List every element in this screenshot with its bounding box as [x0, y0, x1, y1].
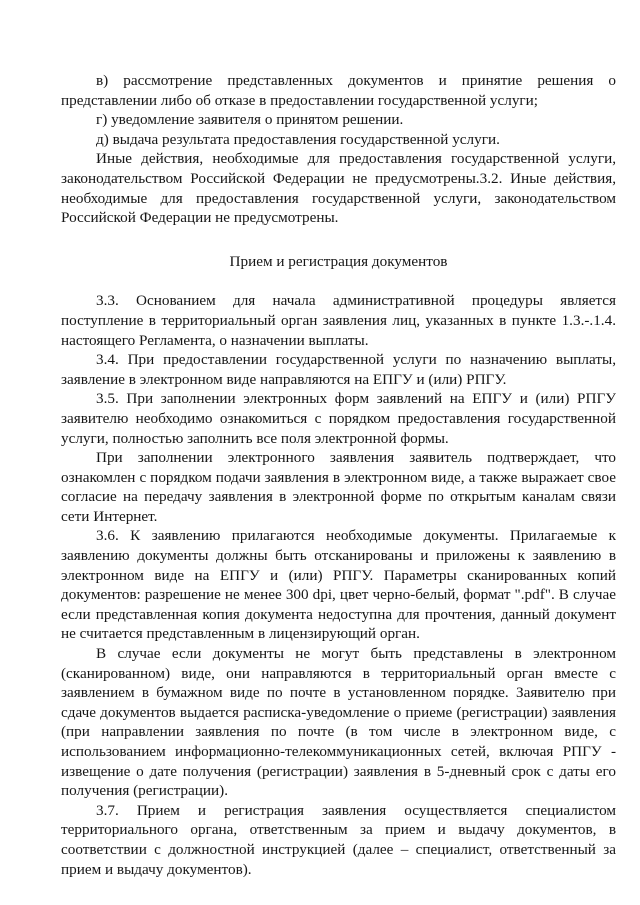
paragraph-3-5: 3.5. При заполнении электронных форм заявлений на ЕПГУ и (или) РПГУ заявителю необходимо ознакомиться с порядком предоставления государственной услуги, полностью заполнить все поля электронной формы.	[61, 390, 616, 447]
document-page	[61, 71, 616, 879]
paragraph-3-6: 3.6. К заявлению прилагаются необходимые документы. Прилагаемые к заявлению документы должны быть отсканированы и приложены к заявлению в электронном виде на ЕПГУ и (или) РПГУ. Параметры сканированных копий документов: разрешение не менее 300 dpi, цвет черно-белый, формат ".pdf". В случае если представленная копия документа недоступна для прочтения, данный документ не считается представленным в лицензирующий орган.	[61, 527, 616, 643]
paragraph-3-7: 3.7. Прием и регистрация заявления осуществляется специалистом территориального органа, ответственным за прием и выдачу документов, в соответствии с должностной инструкцией (далее – специалист, ответственный за прием и выдачу документов).	[61, 801, 616, 878]
paragraph-electronic-consent: При заполнении электронного заявления заявитель подтверждает, что ознакомлен с порядком подачи заявления в электронном виде, а также выражает свое согласие на передачу заявления в электронной форме по открытым каналам связи сети Интернет.	[61, 449, 616, 525]
paragraph-paper-submission: В случае если документы не могут быть представлены в электронном (сканированном) виде, они направляются в территориальный орган вместе с заявлением в бумажном виде по почте в установленном порядке. Заявителю при сдаче документов выдается расписка-уведомление о приеме (регистрации) заявления (при направлении заявления по почте (в том числе в электронном виде, с использованием информационно-телекоммуникационных сетей, включая РПГУ - извещение о дате получения (регистрации) заявления в 5-дневный срок с даты его получения (регистрации).	[61, 645, 616, 800]
paragraph-3-4: 3.4. При предоставлении государственной услуги по назначению выплаты, заявление в электронном виде направляются на ЕПГУ и (или) РПГУ.	[61, 351, 616, 388]
paragraph-3-3: 3.3. Основанием для начала административной процедуры является поступление в территориальный орган заявления лиц, указанных в пункте 1.3.-.1.4. настоящего Регламента, о назначении выплаты.	[61, 292, 616, 349]
paragraph-other-actions: Иные действия, необходимые для предоставления государственной услуги, законодательством Российской Федерации не предусмотрены.3.2. Иные действия, необходимые для предоставления государственной услуги, законодательством Российской Федерации не предусмотрены.	[61, 150, 616, 227]
paragraph-item-g: г) уведомление заявителя о принятом решении.	[96, 111, 404, 129]
paragraph-item-d: д) выдача результата предоставления государственной услуги.	[96, 130, 500, 148]
paragraph-item-v: в) рассмотрение представленных документов и принятие решения о представлении либо об отказе в предоставлении государственной услуги;	[61, 72, 616, 109]
section-heading: Прием и регистрация документов	[229, 252, 448, 270]
